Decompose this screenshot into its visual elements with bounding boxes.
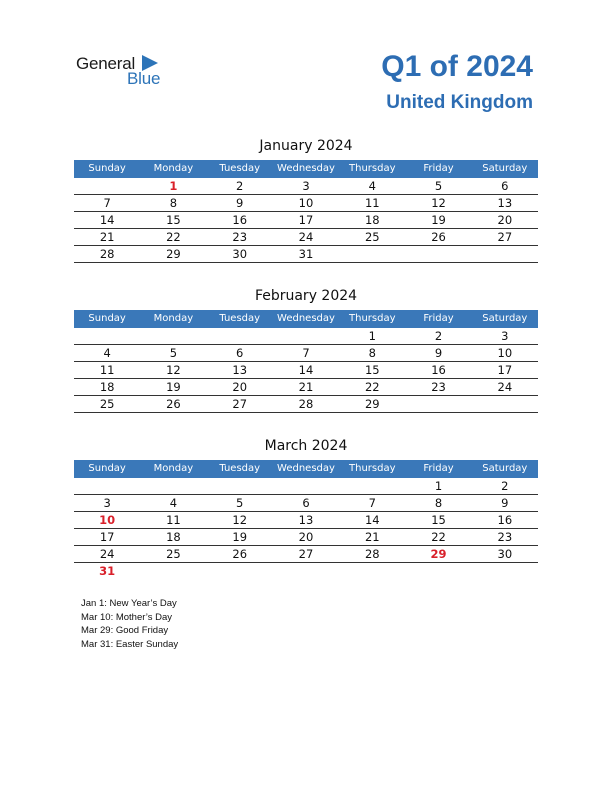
- day-cell: 1: [368, 329, 376, 343]
- week-row: [74, 478, 538, 495]
- day-cell: 31: [298, 247, 314, 261]
- day-cell: 1: [434, 479, 443, 493]
- weekday-label: Monday: [153, 463, 194, 474]
- day-cell: 7: [368, 496, 376, 510]
- weekday-label: Tuesday: [219, 463, 261, 474]
- day-cell: 20: [298, 530, 314, 544]
- holiday-item: Mar 31: Easter Sunday: [81, 638, 179, 650]
- day-cell: 16: [431, 363, 446, 377]
- day-cell: 19: [232, 530, 248, 544]
- day-cell: 25: [364, 230, 380, 244]
- country-subtitle: United Kingdom: [386, 92, 533, 113]
- day-cell: [472, 563, 538, 580]
- day-cell: 4: [169, 496, 178, 510]
- day-cell: 6: [302, 496, 310, 510]
- week-row: [74, 362, 538, 379]
- day-cell: 7: [302, 346, 310, 360]
- holiday-item: Mar 10: Mother’s Day: [81, 611, 172, 623]
- week-row: [74, 246, 538, 263]
- day-cell: 28: [99, 247, 115, 261]
- month-january: [74, 136, 538, 263]
- day-cell: [273, 563, 339, 580]
- day-cell: 10: [298, 196, 314, 210]
- day-cell: 19: [431, 213, 446, 227]
- day-cell: 27: [232, 397, 248, 411]
- day-cell: [405, 246, 471, 262]
- day-cell: 29: [364, 397, 380, 411]
- day-cell: 17: [99, 530, 115, 544]
- weekday-label: Tuesday: [219, 313, 261, 324]
- day-cell: [472, 396, 538, 412]
- day-cell: 25: [99, 397, 115, 411]
- day-cell: [339, 563, 405, 580]
- day-cell: 28: [298, 397, 314, 411]
- day-cell: 14: [364, 513, 380, 527]
- day-cell: 29: [430, 547, 447, 561]
- weekday-label: Friday: [423, 313, 454, 324]
- day-cell: 24: [99, 547, 115, 561]
- holiday-list: [81, 597, 178, 651]
- day-cell: 8: [169, 196, 178, 210]
- day-cell: 10: [99, 513, 116, 527]
- day-cell: 30: [232, 247, 248, 261]
- month-title: March 2024: [264, 438, 348, 454]
- day-cell: 11: [99, 363, 115, 377]
- day-cell: 11: [364, 196, 380, 210]
- day-cell: [140, 563, 206, 580]
- page-title: Q1 of 2024: [381, 50, 533, 83]
- day-cell: 19: [166, 380, 181, 394]
- weekday-label: Sunday: [88, 163, 126, 174]
- day-cell: 8: [434, 496, 443, 510]
- day-cell: 27: [497, 230, 513, 244]
- day-cell: 16: [232, 213, 248, 227]
- weekday-label: Wednesday: [277, 163, 335, 174]
- day-cell: 23: [431, 380, 446, 394]
- weekday-label: Friday: [423, 463, 454, 474]
- day-cell: 25: [166, 547, 181, 561]
- day-cell: 2: [501, 479, 509, 493]
- day-cell: 9: [501, 496, 509, 510]
- week-row: [74, 396, 538, 413]
- day-cell: 10: [497, 346, 513, 360]
- day-cell: [74, 178, 140, 194]
- day-cell: 22: [431, 530, 446, 544]
- day-cell: 23: [497, 530, 513, 544]
- weekday-label: Sunday: [88, 313, 126, 324]
- weekday-label: Sunday: [88, 463, 126, 474]
- day-cell: [207, 328, 273, 344]
- day-cell: [74, 328, 140, 344]
- day-cell: 2: [434, 329, 443, 343]
- day-cell: 17: [497, 363, 513, 377]
- day-cell: 26: [166, 397, 181, 411]
- weekday-label: Wednesday: [277, 313, 335, 324]
- month-march: [74, 436, 538, 580]
- day-cell: 23: [232, 230, 248, 244]
- day-cell: 20: [232, 380, 248, 394]
- day-cell: [74, 478, 140, 494]
- day-cell: [207, 563, 273, 580]
- day-cell: 15: [431, 513, 446, 527]
- day-cell: 24: [298, 230, 314, 244]
- weekday-label: Saturday: [482, 163, 528, 174]
- day-cell: 11: [166, 513, 181, 527]
- day-cell: 26: [431, 230, 446, 244]
- day-cell: 1: [169, 179, 178, 193]
- day-cell: 24: [497, 380, 513, 394]
- day-cell: [405, 563, 471, 580]
- week-row: [74, 495, 538, 512]
- day-cell: [339, 478, 405, 494]
- day-cell: 18: [166, 530, 181, 544]
- day-cell: 29: [166, 247, 181, 261]
- day-cell: 13: [497, 196, 513, 210]
- day-cell: 7: [103, 196, 111, 210]
- weekday-header: [74, 310, 538, 328]
- day-cell: 12: [232, 513, 248, 527]
- week-row: [74, 178, 538, 195]
- day-cell: 26: [232, 547, 248, 561]
- day-cell: 5: [169, 346, 178, 360]
- month-title: February 2024: [254, 288, 358, 304]
- day-cell: 15: [364, 363, 380, 377]
- week-row: [74, 563, 538, 580]
- day-cell: 15: [166, 213, 181, 227]
- day-cell: 6: [236, 346, 244, 360]
- day-cell: 6: [501, 179, 509, 193]
- day-cell: 17: [298, 213, 314, 227]
- day-cell: 9: [434, 346, 443, 360]
- day-cell: [472, 246, 538, 262]
- weekday-label: Thursday: [349, 163, 396, 174]
- day-cell: [140, 328, 206, 344]
- day-cell: 20: [497, 213, 513, 227]
- day-cell: 21: [364, 530, 380, 544]
- holiday-item: Jan 1: New Year’s Day: [81, 598, 177, 609]
- day-cell: 14: [99, 213, 115, 227]
- week-row: [74, 195, 538, 212]
- day-cell: 4: [103, 346, 111, 360]
- day-cell: [273, 478, 339, 494]
- day-cell: 5: [434, 179, 443, 193]
- day-cell: 12: [431, 196, 446, 210]
- day-cell: 13: [298, 513, 314, 527]
- day-cell: 3: [302, 179, 310, 193]
- day-cell: 16: [497, 513, 513, 527]
- day-cell: [405, 396, 471, 412]
- day-cell: 2: [236, 179, 244, 193]
- week-row: [74, 212, 538, 229]
- day-cell: 3: [103, 496, 111, 510]
- week-row: [74, 229, 538, 246]
- weekday-label: Monday: [153, 313, 194, 324]
- logo-text-general: General: [76, 54, 136, 73]
- week-row: [74, 512, 538, 529]
- day-cell: 18: [364, 213, 380, 227]
- weekday-label: Thursday: [349, 313, 396, 324]
- day-cell: [207, 478, 273, 494]
- day-cell: 5: [236, 496, 244, 510]
- weekday-label: Friday: [423, 163, 454, 174]
- day-cell: 22: [364, 380, 380, 394]
- week-row: [74, 328, 538, 345]
- month-title: January 2024: [259, 138, 353, 154]
- day-cell: [273, 328, 339, 344]
- day-cell: 9: [236, 196, 244, 210]
- day-cell: [339, 246, 405, 262]
- weekday-label: Saturday: [482, 313, 528, 324]
- day-cell: 27: [298, 547, 314, 561]
- day-cell: 31: [99, 564, 116, 578]
- day-cell: 8: [368, 346, 376, 360]
- day-cell: 14: [298, 363, 314, 377]
- weekday-label: Monday: [153, 163, 194, 174]
- week-row: [74, 379, 538, 396]
- day-cell: 12: [166, 363, 181, 377]
- day-cell: 21: [99, 230, 115, 244]
- day-cell: [140, 478, 206, 494]
- day-cell: 22: [166, 230, 181, 244]
- month-february: [74, 286, 538, 413]
- weekday-header: [74, 460, 538, 478]
- day-cell: 28: [364, 547, 380, 561]
- logo: [76, 54, 176, 88]
- week-row: [74, 546, 538, 563]
- weekday-label: Wednesday: [277, 463, 335, 474]
- day-cell: 21: [298, 380, 314, 394]
- logo-text-blue: Blue: [127, 69, 161, 88]
- weekday-label: Saturday: [482, 463, 528, 474]
- weekday-header: [74, 160, 538, 178]
- weekday-label: Tuesday: [219, 163, 261, 174]
- day-cell: 4: [368, 179, 376, 193]
- holiday-item: Mar 29: Good Friday: [81, 625, 169, 636]
- week-row: [74, 529, 538, 546]
- day-cell: 3: [501, 329, 509, 343]
- weekday-label: Thursday: [349, 463, 396, 474]
- day-cell: 18: [99, 380, 115, 394]
- week-row: [74, 345, 538, 362]
- day-cell: 13: [232, 363, 248, 377]
- day-cell: 30: [497, 547, 513, 561]
